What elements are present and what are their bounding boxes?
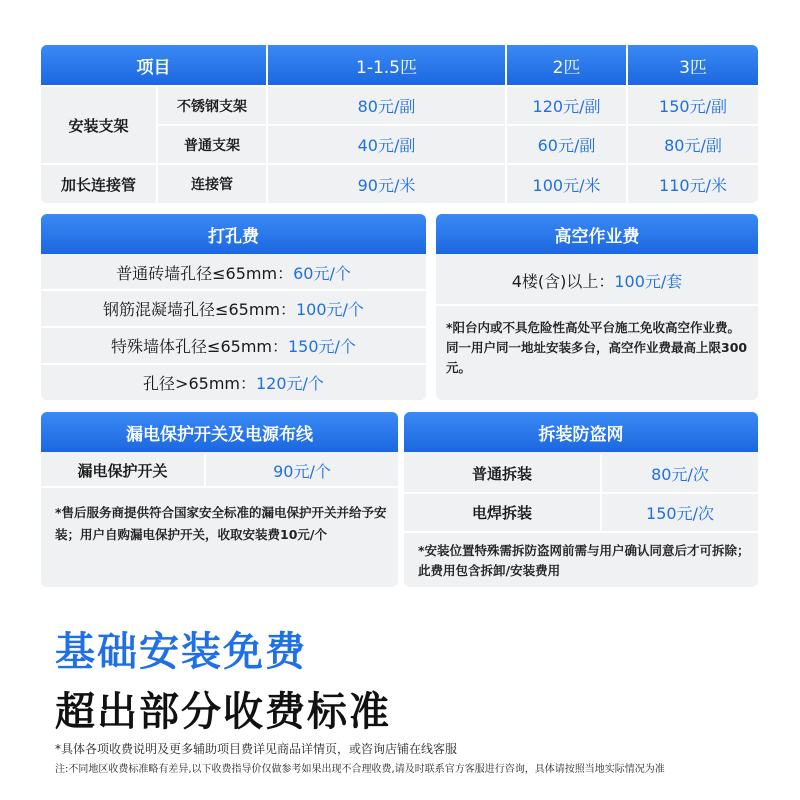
group-label: 安装支架 (68, 116, 129, 135)
price-cell (507, 87, 626, 124)
anti-theft-title (404, 412, 758, 452)
card-title: 打孔费 (208, 226, 259, 247)
row-label: 连接管 (191, 177, 233, 193)
leakage-item-price (206, 454, 398, 486)
headline-standard: 超出部分收费标准 (55, 689, 391, 735)
item-price: 120元/个 (256, 374, 324, 393)
anti-theft-item-price (602, 454, 758, 492)
price-value: 40元/副 (357, 136, 416, 155)
high-altitude-note: *阳台内或不具危险性高处平台施工免收高空作业费。同一用户同一地址安装多台，高空作业费最高上限300元。 (446, 320, 748, 375)
item-label: 普通拆装 (471, 464, 532, 483)
row-label-normal (158, 126, 266, 163)
price-cell (507, 165, 626, 203)
divider (41, 486, 398, 488)
row-label-pipe (158, 165, 266, 203)
drilling-item (41, 291, 426, 325)
item-price: 150元/次 (646, 504, 714, 523)
drilling-title (41, 214, 426, 254)
row-label-stainless (158, 87, 266, 124)
price-value: 80元/副 (357, 97, 416, 116)
row-label: 普通支架 (184, 137, 240, 154)
footnote-1: *具体各项收费说明及更多辅助项目费详见商品详情页，或咨询店铺在线客服 (55, 742, 458, 756)
header-label: 1-1.5匹 (356, 57, 417, 78)
divider (41, 289, 426, 291)
header-label: 3匹 (679, 57, 707, 78)
leakage-note: *售后服务商提供符合国家安全标准的漏电保护开关并给予安装；用户自购漏电保护开关，收取安装费10元/个 (55, 505, 387, 542)
drilling-item (41, 328, 426, 362)
price-value: 110元/米 (659, 175, 727, 195)
price-cell (628, 87, 758, 124)
card-title: 漏电保护开关及电源布线 (126, 424, 313, 445)
price-value: 100元/米 (532, 175, 601, 195)
group-label-pipe (41, 165, 156, 203)
item-label: 孔径>65mm： (143, 374, 256, 393)
item-price: 80元/次 (651, 464, 709, 484)
item-label: 钢筋混凝墙孔径≤65mm： (103, 299, 296, 319)
leakage-title (41, 412, 398, 452)
card-title: 拆装防盗网 (538, 424, 624, 445)
row-label: 不锈钢支架 (177, 98, 247, 115)
price-value: 90元/米 (357, 175, 416, 195)
anti-theft-note: *安装位置特殊需拆防盗网前需与用户确认同意后才可拆除；此费用包含拆卸/安装费用 (418, 543, 750, 578)
header-label: 项目 (136, 57, 171, 78)
footnote-2: 注:不同地区收费标准略有差异,以下收费指导价仅做参考如果出现不合理收费,请及时联系官方客服进行咨询，具体请按照当地实际情况为准 (55, 764, 665, 775)
anti-theft-item-label (404, 454, 600, 492)
item-label: 电焊拆装 (471, 504, 532, 522)
price-value: 120元/副 (532, 97, 601, 116)
group-label: 加长连接管 (60, 175, 136, 194)
divider (41, 363, 426, 365)
anti-theft-item-price (602, 494, 758, 531)
item-label: 漏电保护开关 (77, 461, 168, 480)
high-altitude-item (436, 260, 758, 300)
item-price: 100元/个 (296, 299, 364, 319)
price-cell (268, 126, 505, 163)
item-label: 4楼(含)以上： (511, 271, 615, 291)
price-cell (507, 126, 626, 163)
item-price: 90元/个 (273, 461, 331, 481)
item-label: 特殊墙体孔径≤65mm： (111, 336, 288, 356)
header-label: 2匹 (552, 57, 581, 78)
anti-theft-item-label (404, 494, 600, 531)
divider (404, 531, 758, 533)
headline-free: 基础安装免费 (55, 629, 307, 675)
price-value: 60元/副 (537, 136, 596, 155)
table-header-1-1.5 (268, 45, 505, 85)
price-value: 150元/副 (659, 97, 727, 116)
group-label-bracket (41, 87, 156, 163)
price-value: 80元/副 (664, 136, 722, 155)
price-cell (628, 165, 758, 203)
table-header-2 (507, 45, 626, 85)
price-cell (268, 165, 505, 203)
drilling-item (41, 255, 426, 289)
leakage-item-label (41, 454, 204, 486)
drilling-item (41, 365, 426, 400)
item-price: 60元/个 (293, 263, 351, 283)
divider (436, 304, 758, 306)
price-cell (628, 126, 758, 163)
item-label: 普通砖墙孔径≤65mm： (116, 263, 294, 283)
price-cell (268, 87, 505, 124)
divider (41, 326, 426, 328)
item-price: 100元/套 (614, 271, 683, 291)
card-title: 高空作业费 (554, 226, 640, 247)
table-header-item (41, 45, 266, 85)
item-price: 150元/个 (288, 336, 356, 356)
high-altitude-title (436, 214, 758, 254)
table-header-3 (628, 45, 758, 85)
